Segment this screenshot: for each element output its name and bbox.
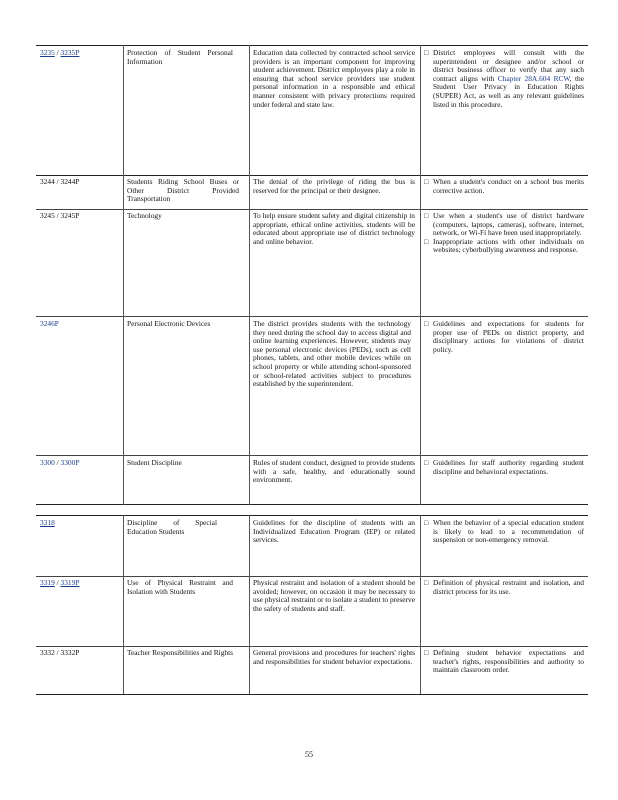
policy-notes (424, 579, 584, 596)
row-rule (36, 175, 588, 176)
policy-code-text: 3245 / 3245P (40, 211, 80, 220)
row-rule (36, 504, 588, 505)
policy-code-text: 3244 / 3244P (40, 177, 80, 186)
row-rule (36, 45, 588, 46)
policy-notes (424, 212, 584, 255)
policy-code (40, 579, 120, 588)
column-rule (249, 45, 250, 505)
row-rule (36, 515, 588, 516)
note-item: □ When the behavior of a special education student is likely to lead to a recommendation of suspension or non-emergency removal. (424, 519, 584, 545)
policy-purpose: Guidelines for the discipline of students with an Individualized Education Program (IEP) or related services. (253, 518, 415, 545)
row-rule (36, 316, 588, 317)
note-item: □ Guidelines for staff authority regarding student discipline and behavioral expectations. (424, 459, 584, 476)
column-rule (249, 515, 250, 694)
policy-purpose: Rules of student conduct, designed to provide students with a safe, healthy, and educationally sound environment. (253, 458, 415, 485)
column-rule (123, 45, 124, 505)
row-rule (36, 694, 588, 695)
policy-code (40, 320, 120, 329)
policy-code-text: 3332 / 3332P (40, 648, 80, 657)
rcw-link[interactable]: Chapter 28A.604 RCW (497, 73, 570, 83)
policy-notes (424, 178, 584, 195)
policy-title: Personal Electronic Devices (127, 319, 211, 328)
note-item (424, 49, 584, 109)
column-rule (420, 45, 421, 505)
note-item: □ Definition of physical restraint and isolation, and district process for its use. (424, 579, 584, 596)
policy-title: Technology (127, 211, 162, 220)
note-item: □ Use when a student's use of district hardware (computers, laptops, cameras), software, internet, network, or Wi-Fi have been used inappropriately. (424, 212, 584, 238)
policy-notes (424, 459, 584, 476)
policy-purpose: Physical restraint and isolation of a student should be avoided; however, on occasion it may be necessary to use physical restraint or to isolate a student to preserve the safety of students and staff. (253, 578, 415, 613)
row-rule (36, 646, 588, 647)
policy-notes (424, 649, 584, 675)
policy-notes (424, 519, 584, 545)
code-separator: / (54, 578, 61, 587)
policy-purpose: General provisions and procedures for teachers' rights and responsibilities for student behavior expectations. (253, 648, 415, 666)
policy-purpose: Education data collected by contracted school service providers is an important component for improving student achievement. District employees play a role in ensuring that school service providers use student personal information in a responsible and ethical manner consistent with privacy protections required under federal and state law. (253, 48, 415, 109)
policy-title: Protection of Student Personal Information (127, 48, 233, 66)
note-item: □ Defining student behavior expectations and teacher's rights, responsibilities and authority to maintain classroom order. (424, 649, 584, 675)
procedure-link[interactable]: 3300P (60, 458, 80, 467)
note-text: , the Student User Privacy in Education Rights (SUPER) Act, as well as any relevant guidelines listed in this procedure. (433, 73, 584, 109)
procedure-link[interactable]: 3319P (60, 578, 80, 587)
policy-code (40, 212, 120, 221)
code-separator: / (54, 48, 61, 57)
note-item: □ Inappropriate actions with other individuals on websites; cyberbullying awareness and response. (424, 238, 584, 255)
policy-notes (424, 49, 584, 109)
note-item: □ When a student's conduct on a school bus merits corrective action. (424, 178, 584, 195)
row-rule (36, 576, 588, 577)
policy-link[interactable]: 3300 (40, 458, 55, 467)
note-item: □ Guidelines and expectations for students for proper use of PEDs on district property, and disciplinary actions for violations of district policy. (424, 320, 584, 354)
policy-link[interactable]: 3235 (40, 48, 55, 57)
policy-code (40, 178, 120, 187)
column-rule (420, 515, 421, 694)
policy-link[interactable]: 3319 (40, 578, 55, 587)
row-rule (36, 209, 588, 210)
policy-code (40, 519, 120, 528)
policy-purpose: The district provides students with the technology they need during the school day to access digital and online learning experiences. However, students may use personal electronic devices (PEDs), such as cell phones, tablets, and other mobile devices while on school property or while attending school-sponsored or school-related activities subject to procedures established by the superintendent. (253, 319, 411, 389)
procedure-link[interactable]: 3246P (40, 319, 59, 328)
policy-link[interactable]: 3318 (40, 518, 55, 527)
policy-title: Discipline of Special Education Students (127, 518, 217, 536)
page-number: 55 (305, 750, 313, 759)
policy-notes (424, 320, 584, 354)
policy-code (40, 459, 120, 468)
column-rule (123, 515, 124, 694)
policy-title: Student Discipline (127, 458, 182, 467)
code-separator: / (54, 458, 61, 467)
policy-code (40, 49, 120, 58)
row-rule (36, 455, 588, 456)
policy-purpose: The denial of the privilege of riding the bus is reserved for the principal or their designee. (253, 177, 415, 195)
policy-title: Teacher Responsibilities and Rights (127, 648, 234, 657)
policy-purpose: To help ensure student safety and digital citizenship in appropriate, ethical online activities, students will be educated about appropriate use of district technology and online behavior. (253, 211, 415, 246)
policy-title: Use of Physical Restraint and Isolation with Students (127, 578, 233, 596)
policy-title: Students Riding School Buses or Other District Provided Transportation (127, 177, 239, 204)
policy-code (40, 649, 120, 658)
note-text: District employees will consult with the superintendent or designee and/or school or district business officer to verify that any such contract aligns with (433, 48, 584, 83)
procedure-link[interactable]: 3235P (60, 48, 80, 57)
